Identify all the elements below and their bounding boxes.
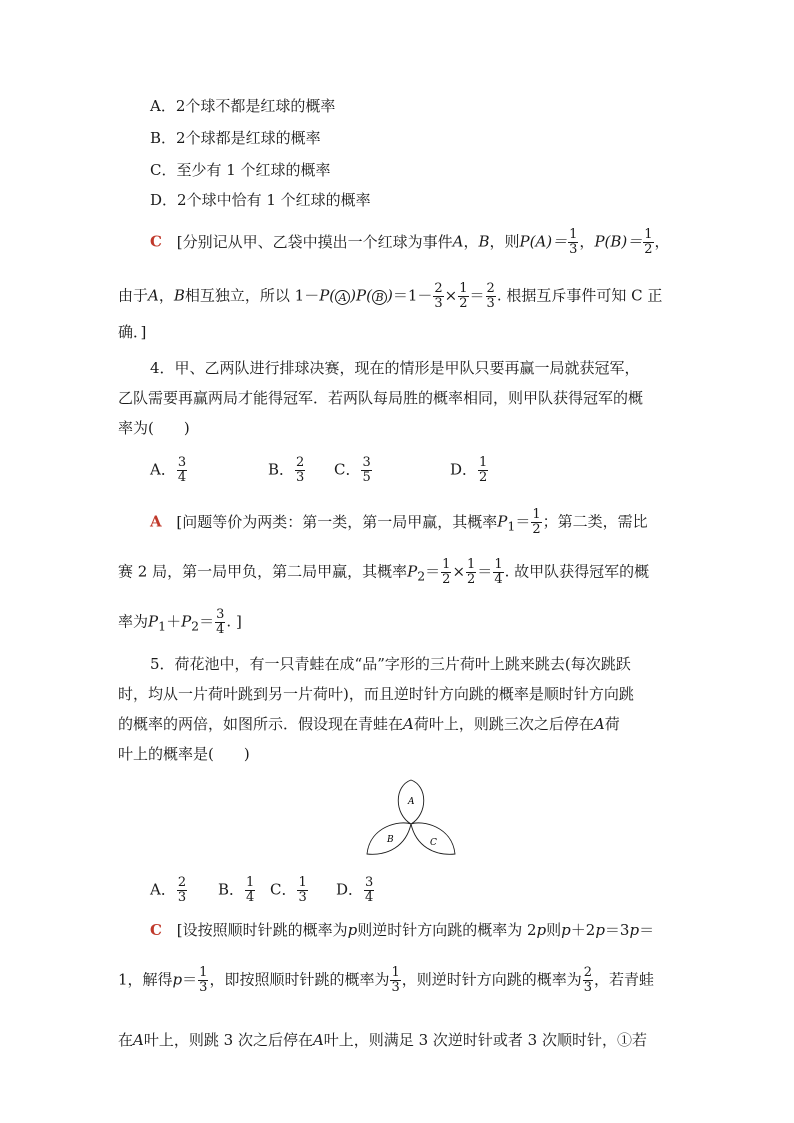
q4-option-a: A． $\frac{3}{4}$ <box>150 455 187 485</box>
q4-option-c: C． $\frac{3}{5}$ <box>334 455 371 485</box>
q3-answer: C <box>150 232 162 251</box>
q3-option-d: D．2个球中恰有 1 个红球的概率 <box>150 191 371 209</box>
q5-stem-line1: 5．荷花池中，有一只青蛙在成“品”字形的三片荷叶上跳来跳去(每次跳跃 <box>150 655 631 673</box>
q4-solution-line2: 赛 2 局，第一局甲负，第二局甲赢，其概率$P_2=$ $\frac{1}{2}$ × $\frac{1}{2}$ ＝ $\frac{1}{4}$ . 故甲队获得冠军的概 <box>118 557 650 587</box>
fraction: $\frac{1}{4}$ <box>494 557 503 587</box>
q5-solution-line3: 在A叶上，则跳 3 次之后停在A叶上，则满足 3 次逆时针或者 3 次顺时针，①若 <box>118 1031 647 1049</box>
q4-stem-line3: 率为( ) <box>118 419 190 437</box>
fraction: $\frac{1}{3}$ <box>569 227 578 257</box>
fraction: $\frac{1}{2}$ <box>479 455 488 485</box>
fraction: $\frac{3}{4}$ <box>216 607 225 637</box>
q5-stem-line4: 叶上的概率是( ) <box>118 745 250 763</box>
q5-option-a: A． $\frac{2}{3}$ <box>150 875 187 905</box>
fraction: $\frac{1}{4}$ <box>246 875 255 905</box>
q5-answer: C <box>150 921 162 939</box>
fraction: $\frac{2}{3}$ <box>177 875 187 905</box>
fraction: $\frac{1}{2}$ <box>442 557 451 587</box>
fraction: $\frac{1}{3}$ <box>199 965 208 995</box>
q3-option-a: A．2个球不都是红球的概率 <box>150 97 336 115</box>
q3-option-c: C．至少有 1 个红球的概率 <box>150 161 331 179</box>
q3-solution-line1: C [分别记从甲、乙袋中摸出一个红球为事件A，B，则P(A)＝ $\frac{1}{3}$ ，P(B)＝ $\frac{1}{2}$ ， <box>150 227 670 257</box>
fraction: $\frac{1}{2}$ <box>644 227 653 257</box>
q4-stem-line1: 4．甲、乙两队进行排球决赛，现在的情形是甲队只要再赢一局就获冠军， <box>150 359 640 377</box>
fraction: $\frac{2}{3}$ <box>434 281 443 311</box>
fraction: $\frac{2}{3}$ <box>296 455 305 485</box>
q3-option-b: B．2个球都是红球的概率 <box>150 129 321 147</box>
q4-stem-line2: 乙队需要再赢两局才能得冠军．若两队每局胜的概率相同，则甲队获得冠军的概 <box>118 389 644 407</box>
circled-a: A <box>335 290 350 305</box>
leaf-label-c: C <box>430 838 437 848</box>
q3-solution-line2: 由于A，B相互独立，所以 1－P( A )P( B )＝1－ $\frac{2}{3}$ × $\frac{1}{2}$ ＝ $\frac{2}{3}$ . 根据互斥事件可知 C 正 <box>118 281 663 311</box>
q5-option-c: C． $\frac{1}{3}$ <box>270 875 307 905</box>
fraction: $\frac{2}{3}$ <box>583 965 593 995</box>
fraction: $\frac{1}{2}$ <box>532 507 541 537</box>
circled-b: B <box>372 290 387 305</box>
q4-answer: A <box>150 512 162 531</box>
fraction: $\frac{1}{3}$ <box>391 965 400 995</box>
fraction: $\frac{1}{2}$ <box>459 281 468 311</box>
fraction: $\frac{3}{4}$ <box>177 455 187 485</box>
fraction: $\frac{3}{5}$ <box>362 455 371 485</box>
fraction: $\frac{1}{3}$ <box>298 875 307 905</box>
q5-solution-line1: C [设按照顺时针跳的概率为p则逆时针方向跳的概率为 2p则p＋2p＝3p＝ <box>150 921 655 939</box>
q5-option-d: D． $\frac{3}{4}$ <box>336 875 374 905</box>
q4-solution-line1: A [问题等价为两类：第一类，第一局甲赢，其概率$P_1=$ $\frac{1}{2}$ ；第二类，需比 <box>150 507 648 537</box>
leaf-label-a: A <box>408 797 415 807</box>
fraction: $\frac{1}{2}$ <box>467 557 476 587</box>
q4-option-b: B． $\frac{2}{3}$ <box>268 455 305 485</box>
q4-solution-line3: 率为$P_1+P_2=$ $\frac{3}{4}$ . ] <box>118 607 242 637</box>
leaf-label-b: B <box>387 835 394 845</box>
lotus-leaves-figure <box>364 776 458 858</box>
fraction: $\frac{3}{4}$ <box>365 875 374 905</box>
q5-stem-line3: 的概率的两倍，如图所示．假设现在青蛙在A荷叶上，则跳三次之后停在A荷 <box>118 715 620 733</box>
q5-option-b: B． $\frac{1}{4}$ <box>218 875 255 905</box>
fraction: $\frac{2}{3}$ <box>486 281 495 311</box>
q5-solution-line2: 1，解得p＝ $\frac{1}{3}$ ，即按照顺时针跳的概率为 $\frac{1}{3}$ ，则逆时针方向跳的概率为 $\frac{2}{3}$ ，若青蛙 <box>118 965 655 995</box>
q5-stem-line2: 时，均从一片荷叶跳到另一片荷叶)，而且逆时针方向跳的概率是顺时针方向跳 <box>118 685 634 703</box>
q4-option-d: D． $\frac{1}{2}$ <box>450 455 488 485</box>
q3-solution-line3: 确．] <box>118 323 147 341</box>
